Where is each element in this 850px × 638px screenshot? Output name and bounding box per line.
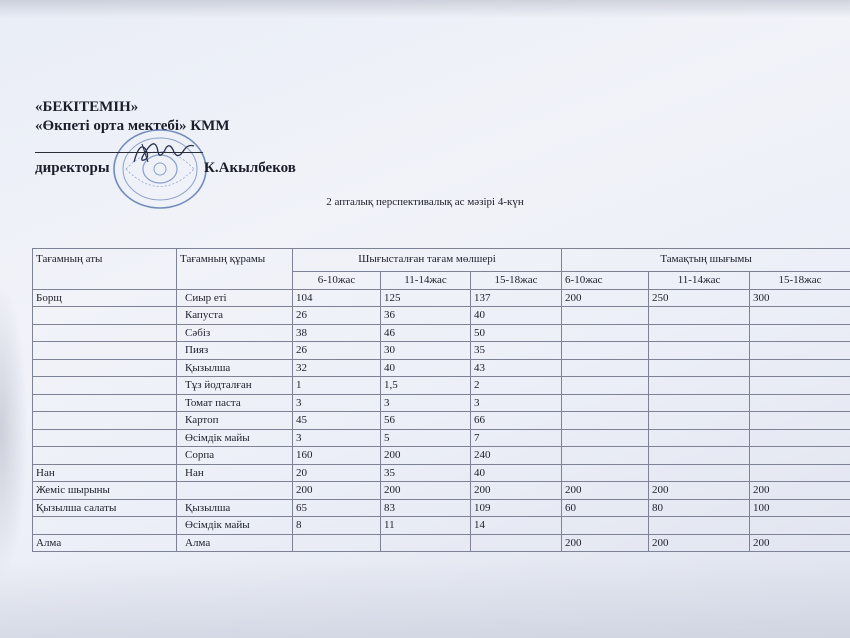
- ingredient-cell: Пияз: [177, 342, 293, 360]
- amount-15-18-cell: 66: [471, 412, 562, 430]
- yield-11-14-cell: [649, 342, 750, 360]
- table-row: [33, 464, 850, 482]
- amount-15-18-cell: 43: [471, 359, 562, 377]
- table-row: [33, 342, 850, 360]
- director-signature-icon: [128, 136, 198, 166]
- amount-15-18-cell: 50: [471, 324, 562, 342]
- dish-cell: Борщ: [33, 289, 177, 307]
- amount-11-14-cell: 30: [381, 342, 471, 360]
- ingredient-cell: Тұз йодталған: [177, 377, 293, 395]
- table-row: [33, 324, 850, 342]
- yield-6-10-cell: [562, 394, 649, 412]
- yield-6-10-cell: [562, 429, 649, 447]
- yield-6-10-cell: [562, 447, 649, 465]
- yield-15-18-cell: [750, 447, 850, 465]
- table-row: [33, 447, 850, 465]
- table-row: [33, 307, 850, 325]
- amount-6-10-cell: 8: [293, 517, 381, 535]
- dish-cell: [33, 359, 177, 377]
- amount-6-10-cell: 20: [293, 464, 381, 482]
- yield-11-14-cell: [649, 394, 750, 412]
- dish-cell: [33, 517, 177, 535]
- yield-6-10-cell: [562, 412, 649, 430]
- header-yield-age-3: 15-18жас: [750, 272, 850, 290]
- yield-6-10-cell: [562, 377, 649, 395]
- amount-11-14-cell: 56: [381, 412, 471, 430]
- amount-11-14-cell: 40: [381, 359, 471, 377]
- yield-6-10-cell: [562, 307, 649, 325]
- yield-15-18-cell: [750, 412, 850, 430]
- yield-6-10-cell: 200: [562, 289, 649, 307]
- yield-15-18-cell: 300: [750, 289, 850, 307]
- header-amount-age-2: 11-14жас: [381, 272, 471, 290]
- dish-cell: Жеміс шырыны: [33, 482, 177, 500]
- paper-shadow-top: [0, 0, 850, 18]
- amount-6-10-cell: 65: [293, 499, 381, 517]
- amount-15-18-cell: 14: [471, 517, 562, 535]
- amount-11-14-cell: 46: [381, 324, 471, 342]
- amount-11-14-cell: 200: [381, 482, 471, 500]
- header-yield-group: Тамақтың шығымы: [562, 249, 850, 272]
- yield-6-10-cell: 60: [562, 499, 649, 517]
- yield-6-10-cell: 200: [562, 482, 649, 500]
- yield-15-18-cell: [750, 464, 850, 482]
- amount-6-10-cell: [293, 534, 381, 552]
- paper-shadow-left: [0, 280, 28, 580]
- director-name: К.Акылбеков: [204, 160, 296, 176]
- yield-11-14-cell: [649, 517, 750, 535]
- dish-cell: [33, 412, 177, 430]
- amount-6-10-cell: 104: [293, 289, 381, 307]
- amount-15-18-cell: 240: [471, 447, 562, 465]
- dish-cell: [33, 429, 177, 447]
- yield-11-14-cell: [649, 464, 750, 482]
- amount-15-18-cell: 200: [471, 482, 562, 500]
- yield-15-18-cell: [750, 324, 850, 342]
- amount-6-10-cell: 26: [293, 307, 381, 325]
- table-row: [33, 534, 850, 552]
- amount-11-14-cell: [381, 534, 471, 552]
- yield-15-18-cell: [750, 359, 850, 377]
- header-amount-age-1: 6-10жас: [293, 272, 381, 290]
- yield-15-18-cell: [750, 517, 850, 535]
- amount-15-18-cell: 109: [471, 499, 562, 517]
- amount-11-14-cell: 83: [381, 499, 471, 517]
- yield-15-18-cell: [750, 429, 850, 447]
- amount-11-14-cell: 36: [381, 307, 471, 325]
- table-row: [33, 377, 850, 395]
- dish-cell: [33, 394, 177, 412]
- yield-15-18-cell: [750, 307, 850, 325]
- table-row: [33, 517, 850, 535]
- ingredient-cell: Томат паста: [177, 394, 293, 412]
- table-row: [33, 394, 850, 412]
- yield-15-18-cell: 100: [750, 499, 850, 517]
- amount-11-14-cell: 200: [381, 447, 471, 465]
- paper-shadow-bottom: [0, 560, 850, 638]
- dish-cell: Нан: [33, 464, 177, 482]
- yield-11-14-cell: [649, 359, 750, 377]
- table-row: [33, 359, 850, 377]
- yield-15-18-cell: 200: [750, 482, 850, 500]
- amount-11-14-cell: 3: [381, 394, 471, 412]
- yield-11-14-cell: [649, 447, 750, 465]
- amount-15-18-cell: [471, 534, 562, 552]
- amount-6-10-cell: 26: [293, 342, 381, 360]
- amount-15-18-cell: 35: [471, 342, 562, 360]
- yield-11-14-cell: 250: [649, 289, 750, 307]
- signature-line: [35, 152, 203, 153]
- amount-15-18-cell: 2: [471, 377, 562, 395]
- header-yield-age-1: 6-10жас: [562, 272, 649, 290]
- amount-11-14-cell: 5: [381, 429, 471, 447]
- ingredient-cell: [177, 482, 293, 500]
- header-amount-group: Шығысталған тағам мөлшері: [293, 249, 562, 272]
- amount-6-10-cell: 32: [293, 359, 381, 377]
- ingredient-cell: Қызылша: [177, 499, 293, 517]
- table-row: [33, 499, 850, 517]
- amount-15-18-cell: 137: [471, 289, 562, 307]
- director-role: директоры: [35, 160, 110, 176]
- table-row: [33, 289, 850, 307]
- yield-6-10-cell: [562, 464, 649, 482]
- amount-6-10-cell: 45: [293, 412, 381, 430]
- ingredient-cell: Нан: [177, 464, 293, 482]
- menu-table-body: [33, 289, 850, 552]
- dish-cell: Қызылша салаты: [33, 499, 177, 517]
- amount-11-14-cell: 1,5: [381, 377, 471, 395]
- ingredient-cell: Сорпа: [177, 447, 293, 465]
- yield-11-14-cell: [649, 429, 750, 447]
- yield-6-10-cell: [562, 359, 649, 377]
- amount-11-14-cell: 125: [381, 289, 471, 307]
- ingredient-cell: Сәбіз: [177, 324, 293, 342]
- yield-6-10-cell: [562, 517, 649, 535]
- ingredient-cell: Алма: [177, 534, 293, 552]
- amount-11-14-cell: 11: [381, 517, 471, 535]
- header-composition: Тағамның құрамы: [177, 249, 293, 290]
- ingredient-cell: Қызылша: [177, 359, 293, 377]
- dish-cell: [33, 342, 177, 360]
- ingredient-cell: Капуста: [177, 307, 293, 325]
- yield-15-18-cell: 200: [750, 534, 850, 552]
- yield-15-18-cell: [750, 377, 850, 395]
- ingredient-cell: Өсімдік майы: [177, 517, 293, 535]
- ingredient-cell: Өсімдік майы: [177, 429, 293, 447]
- menu-title: 2 апталық перспективалық ас мәзірі 4-күн: [326, 196, 524, 208]
- table-row: [33, 482, 850, 500]
- school-name: «Өкпеті орта мектебі» КММ: [35, 118, 230, 134]
- amount-15-18-cell: 40: [471, 307, 562, 325]
- amount-11-14-cell: 35: [381, 464, 471, 482]
- amount-6-10-cell: 160: [293, 447, 381, 465]
- yield-11-14-cell: 200: [649, 482, 750, 500]
- yield-15-18-cell: [750, 342, 850, 360]
- yield-6-10-cell: 200: [562, 534, 649, 552]
- amount-15-18-cell: 7: [471, 429, 562, 447]
- dish-cell: [33, 377, 177, 395]
- yield-6-10-cell: [562, 342, 649, 360]
- yield-11-14-cell: [649, 412, 750, 430]
- header-yield-age-2: 11-14жас: [649, 272, 750, 290]
- yield-15-18-cell: [750, 394, 850, 412]
- ingredient-cell: Сиыр еті: [177, 289, 293, 307]
- amount-6-10-cell: 1: [293, 377, 381, 395]
- yield-6-10-cell: [562, 324, 649, 342]
- header-dish: Тағамның аты: [33, 249, 177, 290]
- table-row: [33, 429, 850, 447]
- ingredient-cell: Картоп: [177, 412, 293, 430]
- dish-cell: [33, 307, 177, 325]
- amount-15-18-cell: 40: [471, 464, 562, 482]
- menu-table: [32, 248, 850, 552]
- header-amount-age-3: 15-18жас: [471, 272, 562, 290]
- amount-6-10-cell: 3: [293, 394, 381, 412]
- amount-6-10-cell: 38: [293, 324, 381, 342]
- yield-11-14-cell: 80: [649, 499, 750, 517]
- amount-15-18-cell: 3: [471, 394, 562, 412]
- dish-cell: [33, 324, 177, 342]
- yield-11-14-cell: 200: [649, 534, 750, 552]
- yield-11-14-cell: [649, 377, 750, 395]
- table-row: [33, 412, 850, 430]
- approval-title: «БЕКІТЕМІН»: [35, 99, 139, 115]
- dish-cell: Алма: [33, 534, 177, 552]
- amount-6-10-cell: 3: [293, 429, 381, 447]
- yield-11-14-cell: [649, 307, 750, 325]
- yield-11-14-cell: [649, 324, 750, 342]
- dish-cell: [33, 447, 177, 465]
- amount-6-10-cell: 200: [293, 482, 381, 500]
